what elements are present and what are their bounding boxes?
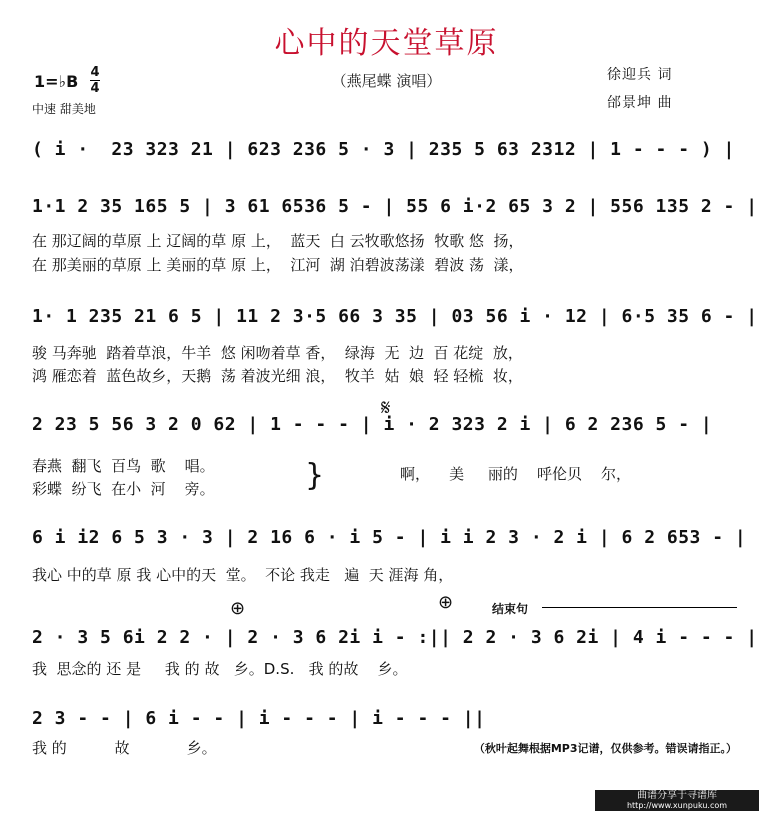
score-row-3: 1· 1 235 21 6 5 | 11 2 3·5 66 3 35 | 03 56 i · 12 | 6·5 35 6 - | bbox=[32, 306, 758, 327]
key-signature: 1=♭B bbox=[34, 72, 79, 91]
brace-icon: } bbox=[305, 458, 325, 493]
score-row-5: 6 i i2 6 5 3 · 3 | 2 16 6 · i 5 - | i i 2 3 · 2 i | 6 2 653 - | bbox=[32, 527, 747, 548]
score-row-7: 2 3 - - | 6 i - - | i - - - | i - - - || bbox=[32, 708, 486, 729]
score-row-6: 2 · 3 5 6i 2 2 · | 2 · 3 6 2i i - :|| 2 2 · 3 6 2i | 4 i - - - | bbox=[32, 627, 758, 648]
lyric-row-6: 我 思念的 还 是 我 的 故 乡。D.S. 我 的故 乡。 bbox=[32, 660, 408, 678]
lyricist: 徐迎兵 词 bbox=[607, 67, 673, 83]
lyric-row-2-verse-2: 在 那美丽的草原 上 美丽的草 原 上， 江河 湖 泊碧波荡漾 碧波 荡 漾， bbox=[32, 256, 524, 274]
time-signature bbox=[90, 66, 100, 95]
watermark-title: 曲谱分享于寻谱库 bbox=[637, 790, 717, 801]
lyric-row-3-verse-2: 鸿 雁恋着 蓝色故乡，天鹅 荡 着波光细 浪， 牧羊 姑 娘 轻 轻梳 妆， bbox=[32, 367, 523, 385]
lyric-row-4-verse-1: 春燕 翻飞 百鸟 歌 唱。 bbox=[32, 457, 215, 475]
coda-icon: ⊕ bbox=[230, 598, 246, 619]
lyric-row-3-verse-1: 骏 马奔驰 踏着草浪，牛羊 悠 闲吻着草 香， 绿海 无 边 百 花绽 放， bbox=[32, 344, 523, 362]
composer: 邰景坤 曲 bbox=[607, 95, 673, 111]
performer: （燕尾蝶 演唱） bbox=[331, 72, 442, 90]
segno-icon: 𝄋 bbox=[381, 396, 391, 421]
lyric-row-4-chorus: 啊， 美 丽的 呼伦贝 尔， bbox=[400, 465, 632, 483]
lyric-row-4-verse-2: 彩蝶 纷飞 在小 河 旁。 bbox=[32, 480, 215, 498]
coda-icon-2: ⊕ bbox=[438, 592, 454, 613]
lyric-row-7: 我 的 故 乡。 bbox=[32, 739, 217, 757]
song-title: 心中的天堂草原 bbox=[274, 26, 499, 61]
time-bottom: 4 bbox=[90, 81, 100, 96]
tempo-marking: 中速 甜美地 bbox=[32, 102, 96, 116]
watermark-url: http://www.xunpuku.com bbox=[626, 801, 728, 810]
time-top: 4 bbox=[90, 65, 100, 80]
lyric-row-2-verse-1: 在 那辽阔的草原 上 辽阔的草 原 上， 蓝天 白 云牧歌悠扬 牧歌 悠 扬， bbox=[32, 232, 524, 250]
lyric-row-5: 我心 中的草 原 我 心中的天 堂。 不论 我走 遍 天 涯海 角， bbox=[32, 566, 454, 584]
ending-label: 结束句 bbox=[492, 602, 529, 616]
score-row-1: ( i · 23 323 21 | 623 236 5 · 3 | 235 5 63 2312 | 1 - - - ) | bbox=[32, 139, 735, 160]
score-row-2: 1·1 2 35 165 5 | 3 61 6536 5 - | 55 6 i·2 65 3 2 | 556 135 2 - | bbox=[32, 196, 758, 217]
ending-line bbox=[542, 607, 737, 608]
score-row-4: 2 23 5 56 3 2 0 62 | 1 - - - | i · 2 323 2 i | 6 2 236 5 - | bbox=[32, 414, 713, 435]
watermark bbox=[595, 790, 759, 811]
footnote: （秋叶起舞根据MP3记谱，仅供参考。错误请指正。） bbox=[473, 742, 737, 755]
